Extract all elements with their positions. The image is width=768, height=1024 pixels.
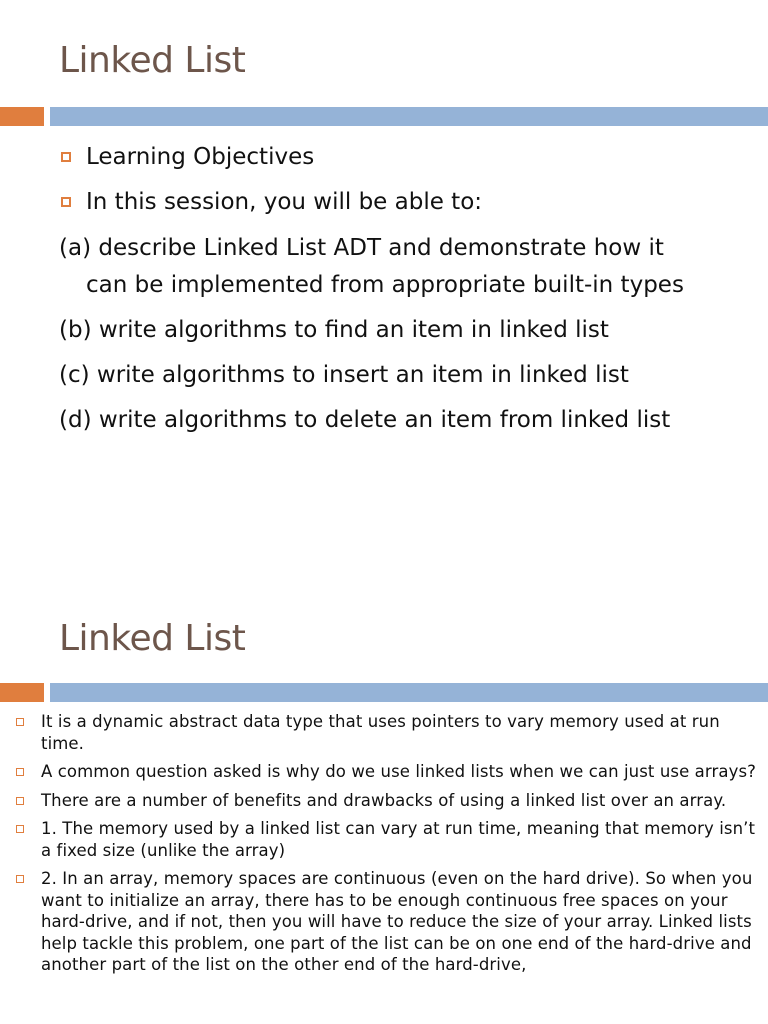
objective-item bbox=[59, 230, 759, 304]
bullet-text: It is a dynamic abstract data type that uses pointers to vary memory used at run time. bbox=[41, 712, 720, 753]
square-bullet-icon bbox=[16, 825, 24, 833]
square-bullet-icon bbox=[16, 768, 24, 776]
bullet-item bbox=[59, 140, 759, 174]
square-bullet-icon bbox=[61, 152, 71, 162]
title-accent-bar-orange bbox=[0, 107, 44, 126]
bullet-text: Learning Objectives bbox=[86, 144, 315, 170]
bullet-text: 2. In an array, memory spaces are continuous (even on the hard drive). So when you want to initialize an array, there has to be enough continuous free spaces on your hard-drive, and if not, then you will have to reduce the size of your array. Linked lists help tackle this problem, one part of the list can be on one end of the hard-drive and another part of the list on the other end of the hard-drive, bbox=[41, 869, 753, 974]
bullet-item bbox=[14, 711, 762, 754]
objective-text-continued: can be implemented from appropriate built-in types bbox=[86, 272, 684, 298]
content-list bbox=[14, 711, 762, 983]
square-bullet-icon bbox=[16, 797, 24, 805]
slide-2 bbox=[0, 575, 768, 1024]
bullet-item bbox=[14, 790, 762, 812]
slide-title: Linked List bbox=[59, 40, 246, 81]
objective-item bbox=[59, 402, 759, 439]
objective-text: (c) write algorithms to insert an item in linked list bbox=[59, 362, 629, 388]
bullet-item bbox=[59, 185, 759, 219]
bullet-item bbox=[14, 818, 762, 861]
bullet-item bbox=[14, 868, 762, 976]
bullet-text: In this session, you will be able to: bbox=[86, 189, 483, 215]
title-accent-bar-blue bbox=[50, 107, 768, 126]
objective-text: (a) describe Linked List ADT and demonstrate how it bbox=[59, 235, 664, 261]
slide-title: Linked List bbox=[59, 618, 246, 659]
square-bullet-icon bbox=[16, 875, 24, 883]
bullet-item bbox=[14, 761, 762, 783]
bullet-text: A common question asked is why do we use linked lists when we can just use arrays? bbox=[41, 762, 757, 781]
title-accent-bar-orange bbox=[0, 683, 44, 702]
square-bullet-icon bbox=[61, 197, 71, 207]
bullet-text: There are a number of benefits and drawbacks of using a linked list over an array. bbox=[41, 790, 727, 810]
square-bullet-icon bbox=[16, 718, 24, 726]
objectives-list bbox=[59, 140, 759, 447]
objective-text: (d) write algorithms to delete an item from linked list bbox=[59, 407, 671, 433]
objective-item bbox=[59, 312, 759, 349]
bullet-text: 1. The memory used by a linked list can vary at run time, meaning that memory isn’t a fixed size (unlike the array) bbox=[41, 819, 756, 860]
objective-text: (b) write algorithms to find an item in linked list bbox=[59, 317, 609, 343]
objective-item bbox=[59, 357, 759, 394]
title-accent-bar-blue bbox=[50, 683, 768, 702]
